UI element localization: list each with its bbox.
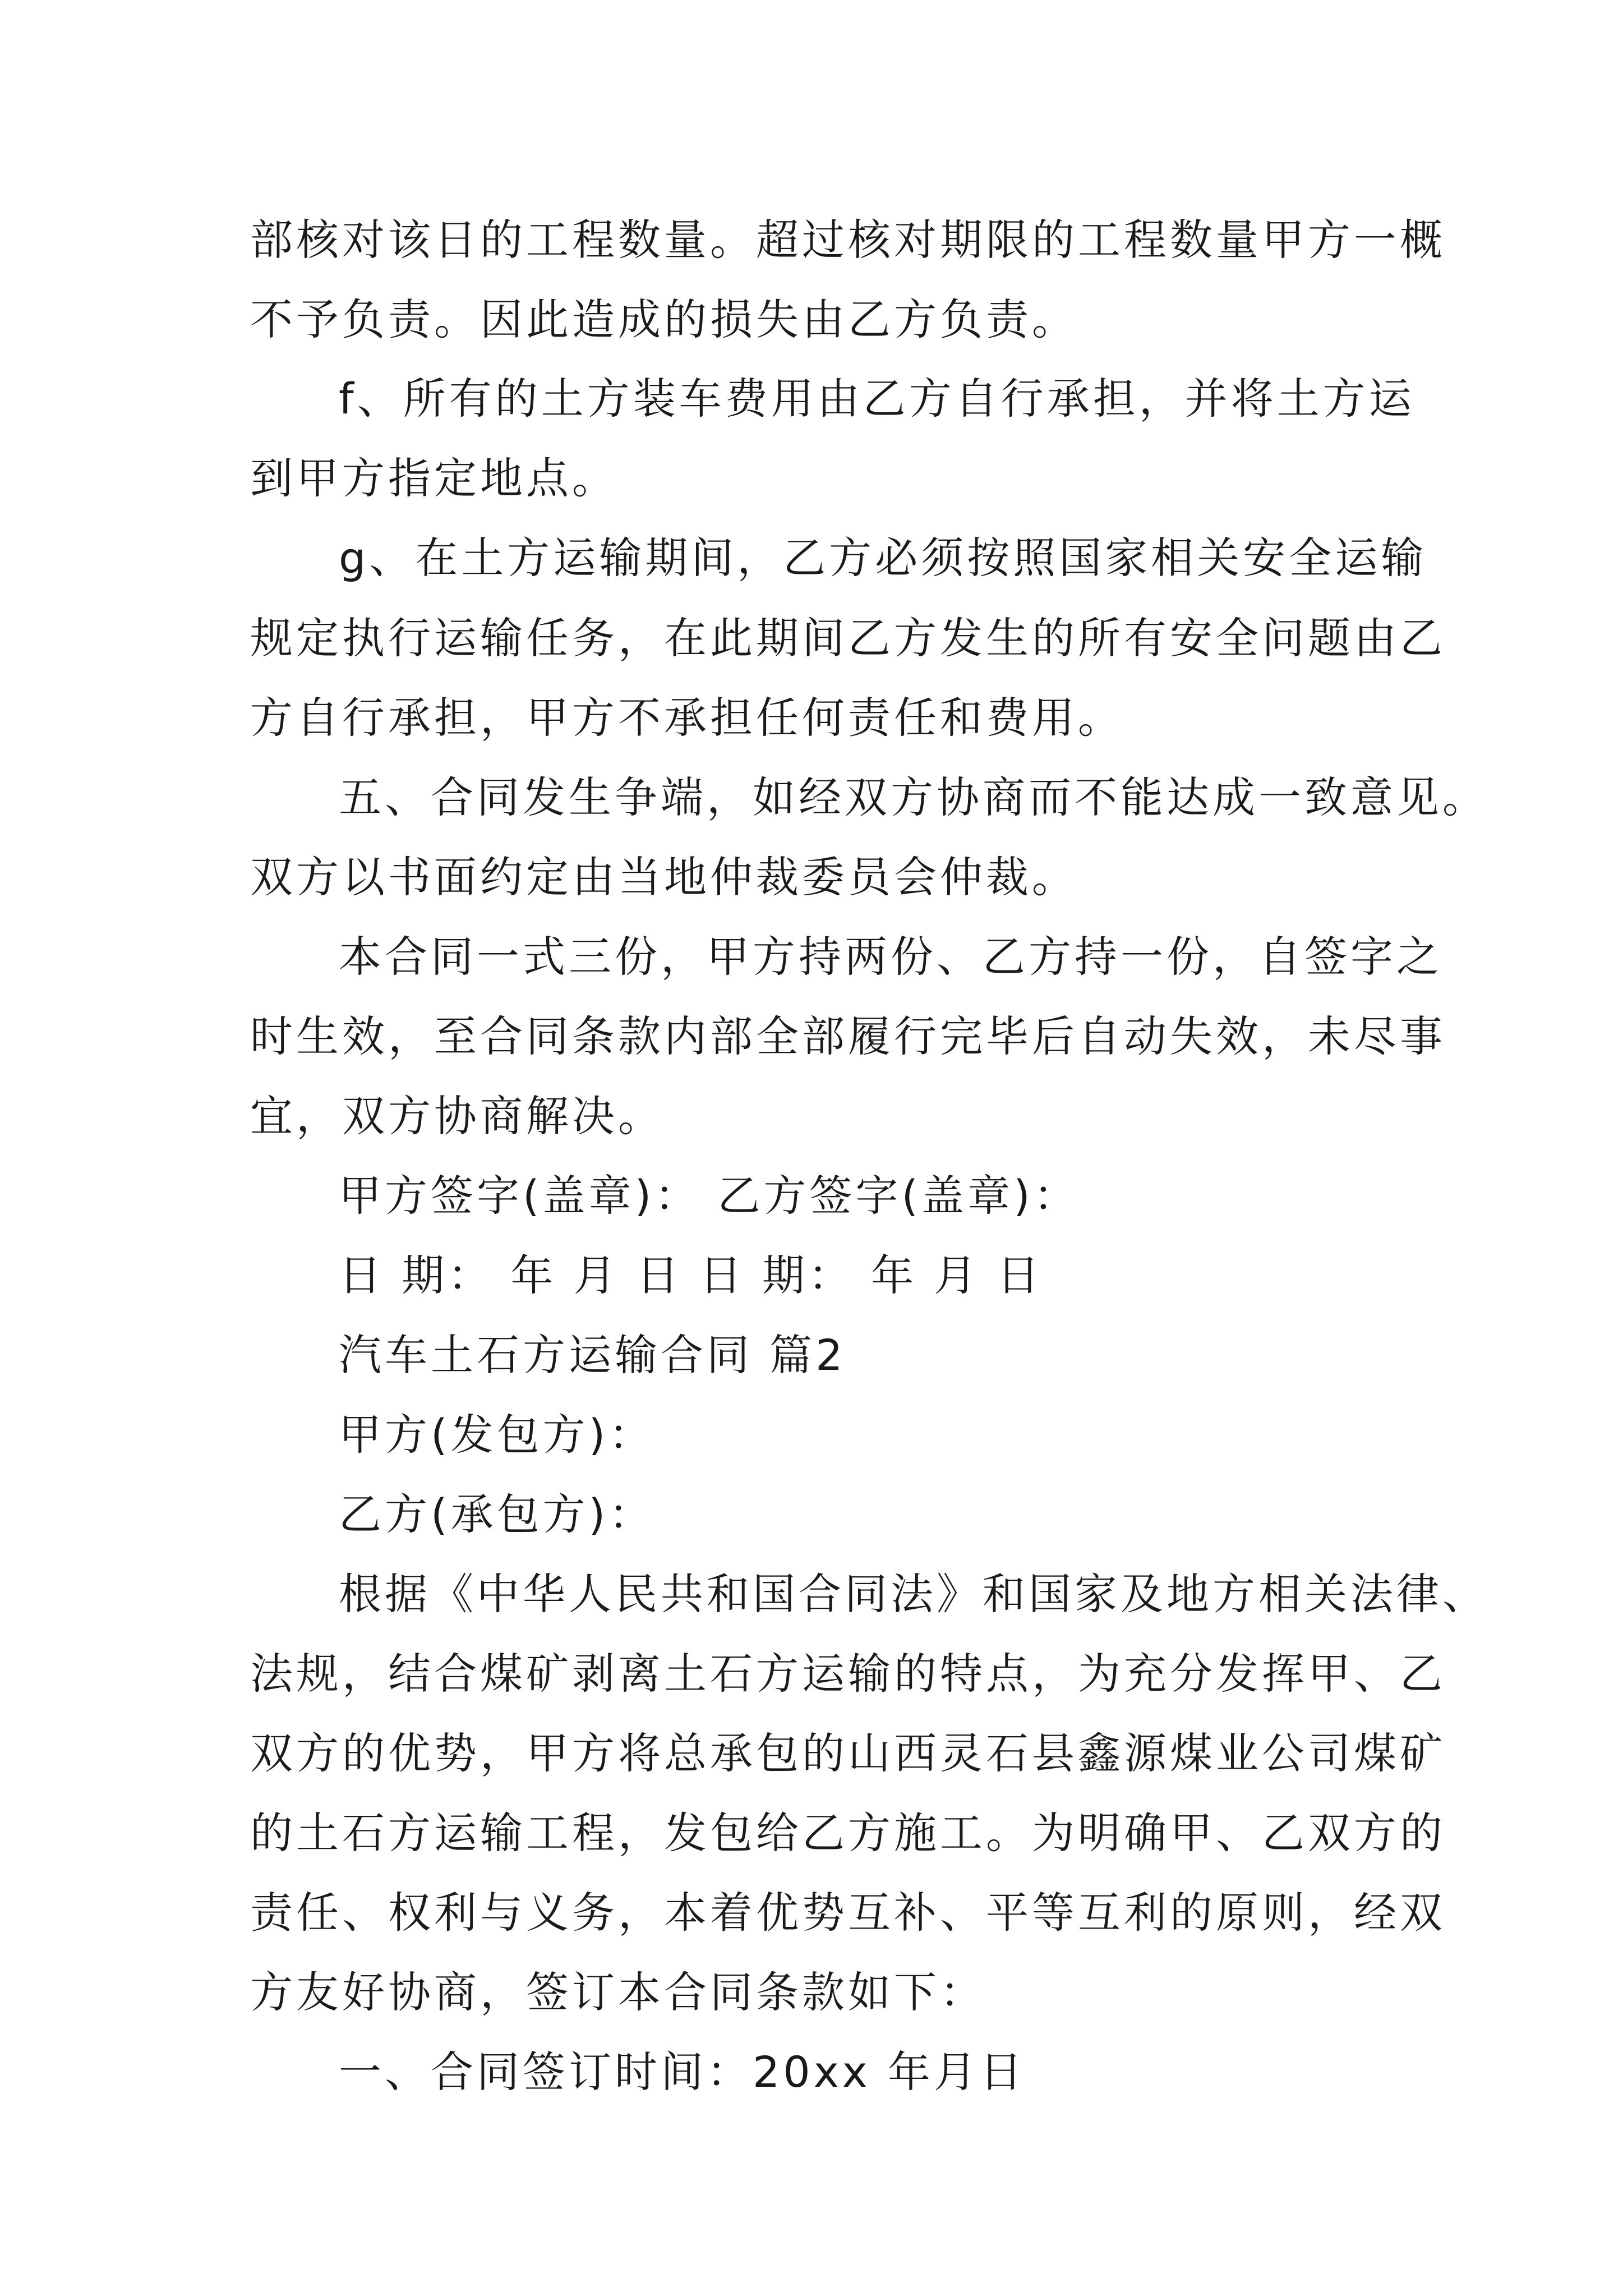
text-line: 双方的优势，甲方将总承包的山西灵石县鑫源煤业公司煤矿 bbox=[250, 1728, 1446, 1778]
text-line: 时生效，至合同条款内部全部履行完毕后自动失效，未尽事 bbox=[250, 1011, 1446, 1061]
text-line: 根据《中华人民共和国合同法》和国家及地方相关法律、 bbox=[339, 1569, 1488, 1619]
text-line: f、所有的土方装车费用由乙方自行承担，并将土方运 bbox=[339, 374, 1415, 424]
text-line: 部核对该日的工程数量。超过核对期限的工程数量甲方一概 bbox=[250, 215, 1446, 265]
text-line: 法规，结合煤矿剥离土石方运输的特点，为充分发挥甲、乙 bbox=[250, 1649, 1446, 1699]
text-line: 到甲方指定地点。 bbox=[250, 453, 618, 503]
section-heading: 汽车土石方运输合同 篇2 bbox=[339, 1330, 846, 1380]
text-line: 一、合同签订时间：20xx 年月日 bbox=[339, 2047, 1026, 2097]
text-line: 的土石方运输工程，发包给乙方施工。为明确甲、乙双方的 bbox=[250, 1808, 1446, 1858]
party-b-line: 乙方(承包方)： bbox=[339, 1489, 655, 1539]
text-line: 本合同一式三份，甲方持两份、乙方持一份，自签字之 bbox=[339, 932, 1442, 982]
text-line: 宜，双方协商解决。 bbox=[250, 1091, 664, 1141]
text-line: 责任、权利与义务，本着优势互补、平等互利的原则，经双 bbox=[250, 1888, 1446, 1938]
signature-line: 甲方签字(盖章)： 乙方签字(盖章)： bbox=[339, 1171, 1080, 1221]
text-line: 方友好协商，签订本合同条款如下： bbox=[250, 1967, 986, 2017]
text-line: 五、合同发生争端，如经双方协商而不能达成一致意见。 bbox=[339, 772, 1488, 822]
text-line: g、在土方运输期间，乙方必须按照国家相关安全运输 bbox=[339, 533, 1427, 583]
text-line: 不予负责。因此造成的损失由乙方负责。 bbox=[250, 295, 1078, 344]
text-line: 方自行承担，甲方不承担任何责任和费用。 bbox=[250, 693, 1124, 743]
text-line: 规定执行运输任务，在此期间乙方发生的所有安全问题由乙 bbox=[250, 613, 1446, 663]
date-line: 日 期： 年 月 日 日 期： 年 月 日 bbox=[339, 1250, 1043, 1300]
party-a-line: 甲方(发包方)： bbox=[339, 1410, 655, 1460]
text-line: 双方以书面约定由当地仲裁委员会仲裁。 bbox=[250, 852, 1078, 902]
